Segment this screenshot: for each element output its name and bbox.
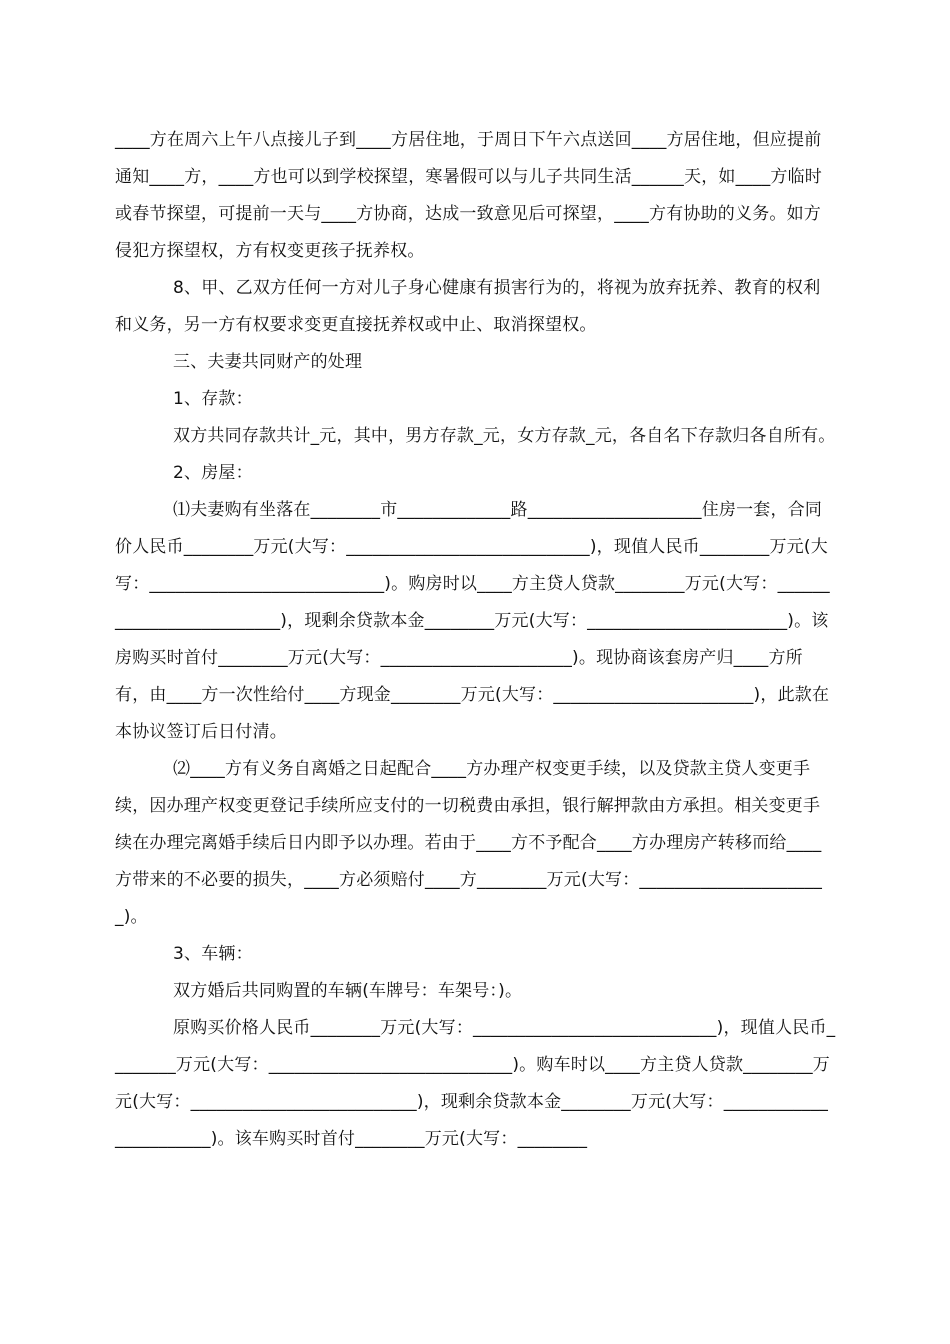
paragraph-item-8: 8、甲、乙双方任何一方对儿子身心健康有损害行为的，将视为放弃抚养、教育的权利和义务，另一方有权要求变更直接抚养权或中止、取消探望权。 bbox=[115, 278, 821, 335]
paragraph-visitation-schedule: ____方在周六上午八点接儿子到____方居住地，于周日下午六点送回____方居住地，但应提前通知____方，____方也可以到学校探望，寒暑假可以与儿子共同生活______天，如____方临时或春节探望，可提前一天与____方协商，达成一致意见后可探望，____方有协助的义务。如方侵犯方探望权，方有权变更孩子抚养权。 bbox=[115, 130, 822, 261]
paragraph-deposits: 双方共同存款共计_元，其中，男方存款_元，女方存款_元，各自名下存款归各自所有。 bbox=[173, 426, 836, 446]
document-body bbox=[115, 122, 836, 1158]
paragraph-vehicle-info: 双方婚后共同购置的车辆(车牌号：车架号：)。 bbox=[173, 981, 523, 1001]
subheading-deposits: 1、存款： bbox=[173, 389, 253, 409]
paragraph-housing-2: ⑵____方有义务自离婚之日起配合____方办理产权变更手续，以及贷款主贷人变更手续，因办理产权变更登记手续所应支付的一切税费由承担，银行解押款由方承担。相关变更手续在办理完离婚手续后日内即予以办理。若由于____方不予配合____方办理房产转移而给____方带来的不必要的损失，____方必须赔付____方________万元(大写：______________________)。 bbox=[115, 759, 823, 927]
paragraph-housing-1: ⑴夫妻购有坐落在________市_____________路____________________住房一套，合同价人民币________万元(大写：____________________________)，现值人民币________万元(大写：___________________________)。购房时以____方主贷人贷款________万元(大写：_________________________)，现剩余贷款本金________万元(大写：_______________________)。该房购买时首付________万元(大写：______________________)。现协商该套房产归____方所有，由____方一次性给付____方现金________万元(大写：_______________________)，此款在本协议签订后日付清。 bbox=[115, 500, 830, 742]
paragraph-vehicle-price: 原购买价格人民币________万元(大写：____________________________)，现值人民币________万元(大写：____________________________)。购车时以____方主贷人贷款________万元(大写：__________________________)，现剩余贷款本金________万元(大写：_______________________)。该车购买时首付________万元(大写：________ bbox=[115, 1018, 836, 1149]
subheading-housing: 2、房屋： bbox=[173, 463, 253, 483]
subheading-vehicle: 3、车辆： bbox=[173, 944, 253, 964]
section-heading-joint-property: 三、夫妻共同财产的处理 bbox=[173, 352, 363, 372]
